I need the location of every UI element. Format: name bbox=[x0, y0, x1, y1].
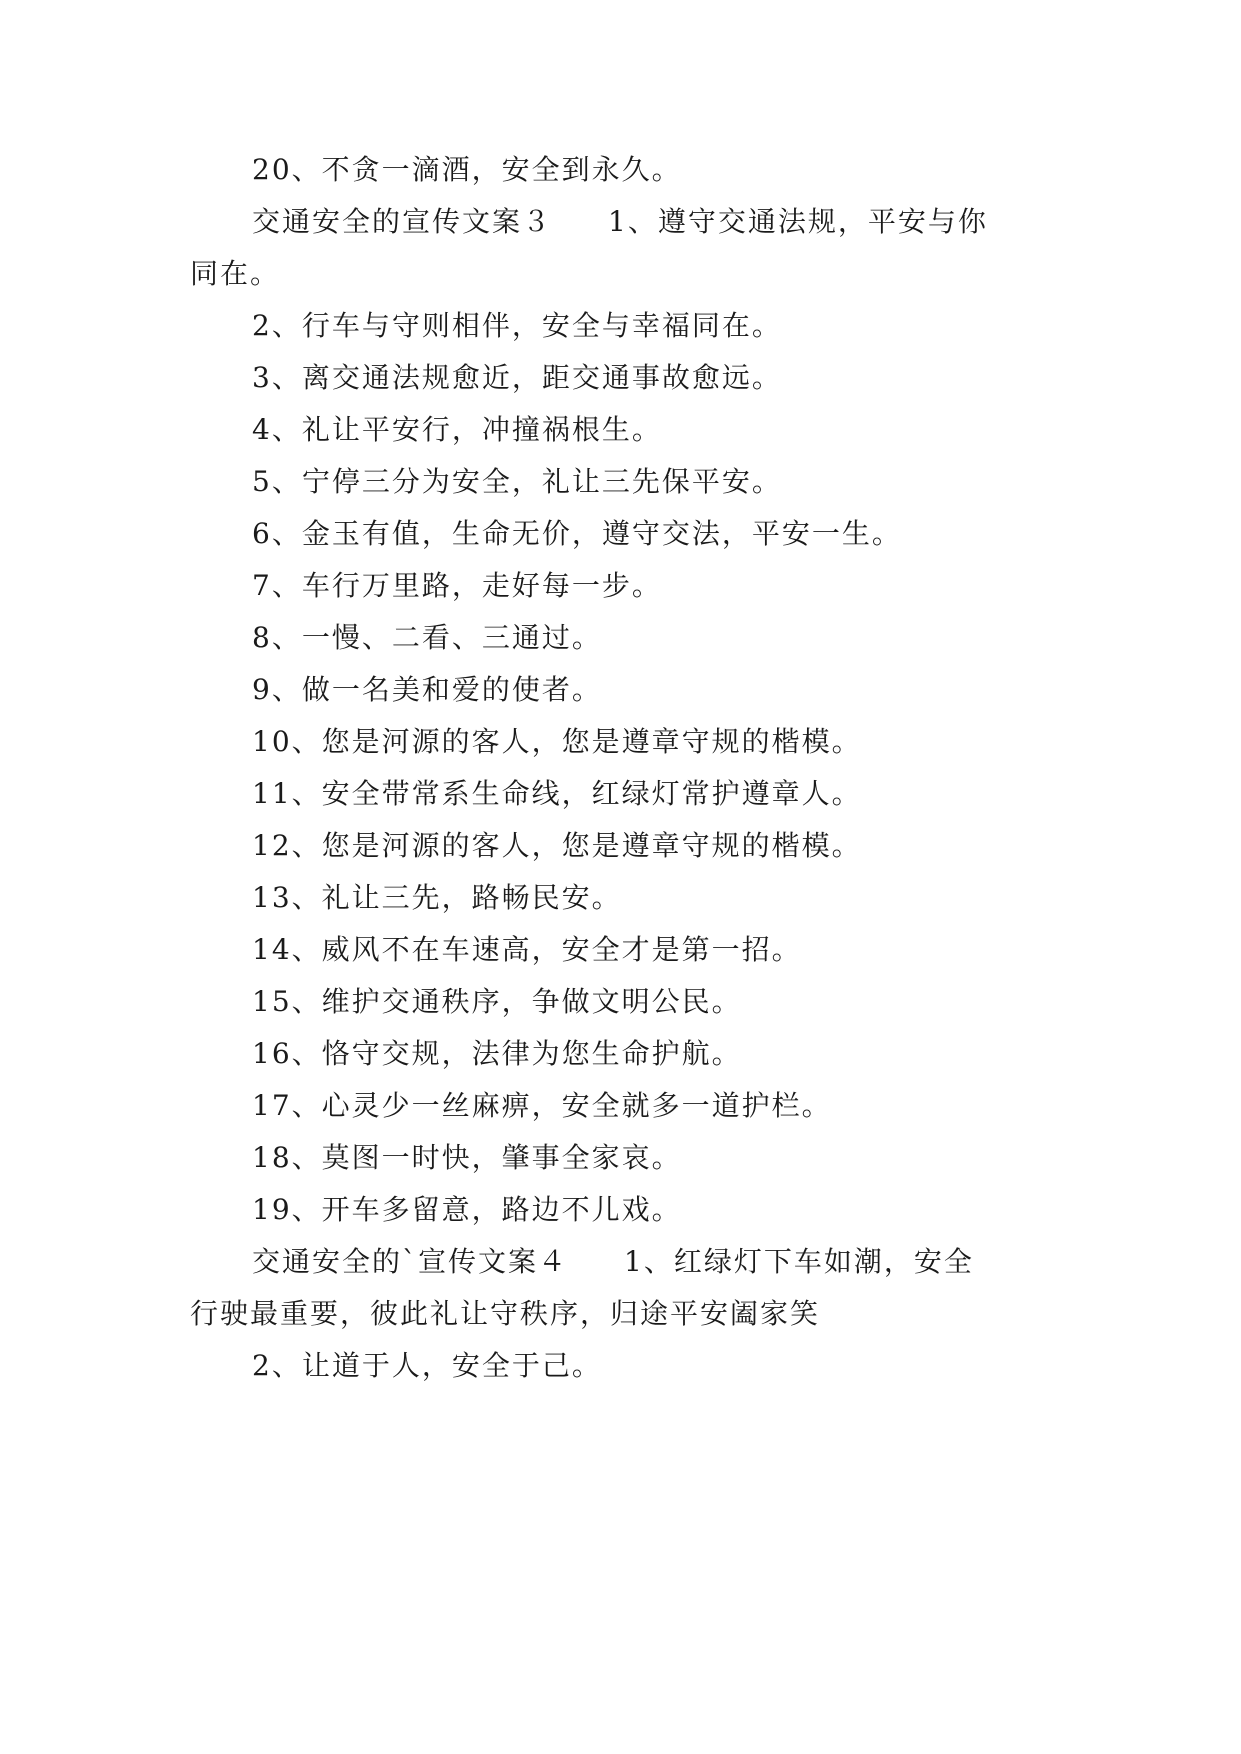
paragraph-item: 19、开车多留意，路边不儿戏。 bbox=[252, 1193, 682, 1226]
paragraph-item: 10、您是河源的客人，您是遵章守规的楷模。 bbox=[252, 725, 862, 758]
paragraph-item: 16、恪守交规，法律为您生命护航。 bbox=[252, 1037, 742, 1070]
section-4-heading: 交通安全的`宣传文案４ bbox=[252, 1245, 569, 1278]
section-4-item-1: 1、红绿灯下车如潮，安全 bbox=[624, 1245, 974, 1278]
section-4-item-1-continued: 行驶最重要，彼此礼让守秩序，归途平安阖家笑 bbox=[190, 1297, 821, 1330]
paragraph-item: 7、车行万里路，走好每一步。 bbox=[252, 569, 662, 602]
section-4-heading-line bbox=[252, 1242, 1112, 1282]
paragraph-item: 8、一慢、二看、三通过。 bbox=[252, 621, 602, 654]
paragraph-item: 6、金玉有值，生命无价，遵守交法，平安一生。 bbox=[252, 517, 902, 550]
paragraph-item: 2、让道于人，安全于己。 bbox=[252, 1349, 602, 1382]
paragraph-item-20: 20、不贪一滴酒，安全到永久。 bbox=[252, 153, 682, 186]
paragraph-item: 3、离交通法规愈近，距交通事故愈远。 bbox=[252, 361, 782, 394]
paragraph-item: 13、礼让三先，路畅民安。 bbox=[252, 881, 622, 914]
paragraph-item: 4、礼让平安行，冲撞祸根生。 bbox=[252, 413, 662, 446]
section-3-heading-line bbox=[252, 202, 1112, 242]
paragraph-item: 15、维护交通秩序，争做文明公民。 bbox=[252, 985, 742, 1018]
paragraph-item: 9、做一名美和爱的使者。 bbox=[252, 673, 602, 706]
section-3-item-1: 1、遵守交通法规，平安与你 bbox=[608, 205, 988, 238]
section-3-item-1-continued: 同在。 bbox=[190, 257, 281, 290]
paragraph-item: 14、威风不在车速高，安全才是第一招。 bbox=[252, 933, 802, 966]
section-3-heading: 交通安全的宣传文案３ bbox=[252, 205, 553, 238]
paragraph-item: 2、行车与守则相伴，安全与幸福同在。 bbox=[252, 309, 782, 342]
paragraph-item: 5、宁停三分为安全，礼让三先保平安。 bbox=[252, 465, 782, 498]
paragraph-item: 18、莫图一时快，肇事全家哀。 bbox=[252, 1141, 682, 1174]
paragraph-item: 12、您是河源的客人，您是遵章守规的楷模。 bbox=[252, 829, 862, 862]
paragraph-item: 11、安全带常系生命线，红绿灯常护遵章人。 bbox=[252, 777, 862, 810]
paragraph-item: 17、心灵少一丝麻痹，安全就多一道护栏。 bbox=[252, 1089, 832, 1122]
